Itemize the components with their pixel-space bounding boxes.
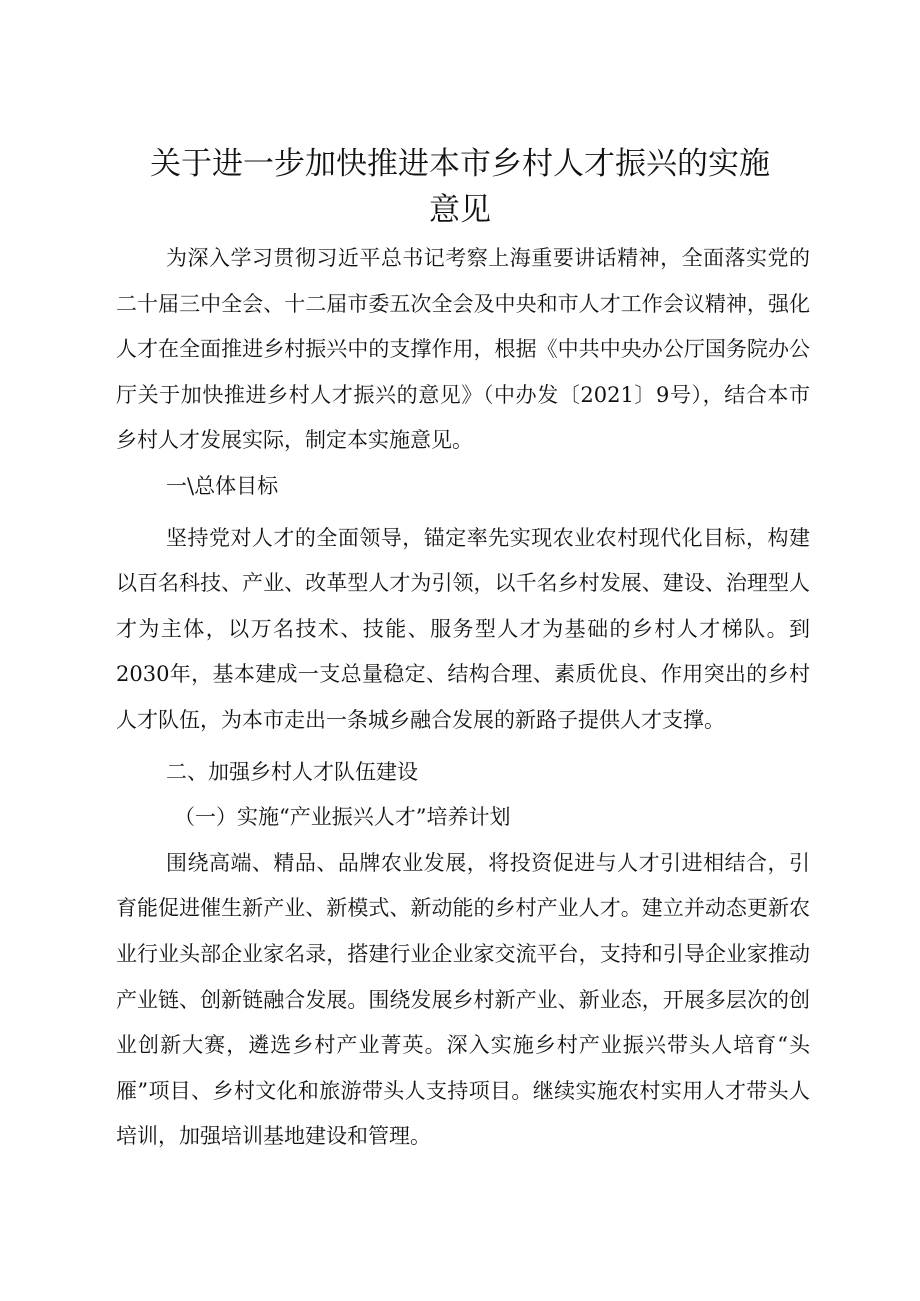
- subsection-1-paragraph: 围绕高端、精品、品牌农业发展，将投资促进与人才引进相结合，引育能促进催生新产业、新模式、新动能的乡村产业人才。建立并动态更新农业行业头部企业家名录，搭建行业企业家交流平台，支持和引导企业家推动产业链、创新链融合发展。围绕发展乡村新产业、新业态，开展多层次的创业创新大赛，遴选乡村产业菁英。深入实施乡村产业振兴带头人培育“头雁”项目、乡村文化和旅游带头人支持项目。继续实施农村实用人才带头人培训，加强培训基地建设和管理。: [116, 850, 810, 1149]
- document-title-line-2: 意见: [429, 192, 491, 228]
- intro-paragraph: 为深入学习贯彻习近平总书记考察上海重要讲话精神，全面落实党的二十届三中全会、十二届市委五次全会及中央和市人才工作会议精神，强化人才在全面推进乡村振兴中的支撑作用，根据《中共中央办公厅国务院办公厅关于加快推进乡村人才振兴的意见》（中办发〔2021〕9号），结合本市乡村人才发展实际，制定本实施意见。: [116, 246, 810, 453]
- section-1-heading: 一\总体目标: [166, 473, 279, 498]
- document-body: [116, 236, 810, 1160]
- section-1-paragraph: 坚持党对人才的全面领导，锚定率先实现农业农村现代化目标，构建以百名科技、产业、改革型人才为引领，以千名乡村发展、建设、治理型人才为主体，以万名技术、技能、服务型人才为基础的乡村人才梯队。到2030年，基本建成一支总量稳定、结构合理、素质优良、作用突出的乡村人才队伍，为本市走出一条城乡融合发展的新路子提供人才支撑。: [116, 525, 810, 732]
- section-2-heading: 二、加强乡村人才队伍建设: [166, 759, 418, 784]
- document-title-line-1: 关于进一步加快推进本市乡村人才振兴的实施: [150, 146, 770, 182]
- subsection-1-heading: （一）实施“产业振兴人才”培养计划: [174, 805, 511, 830]
